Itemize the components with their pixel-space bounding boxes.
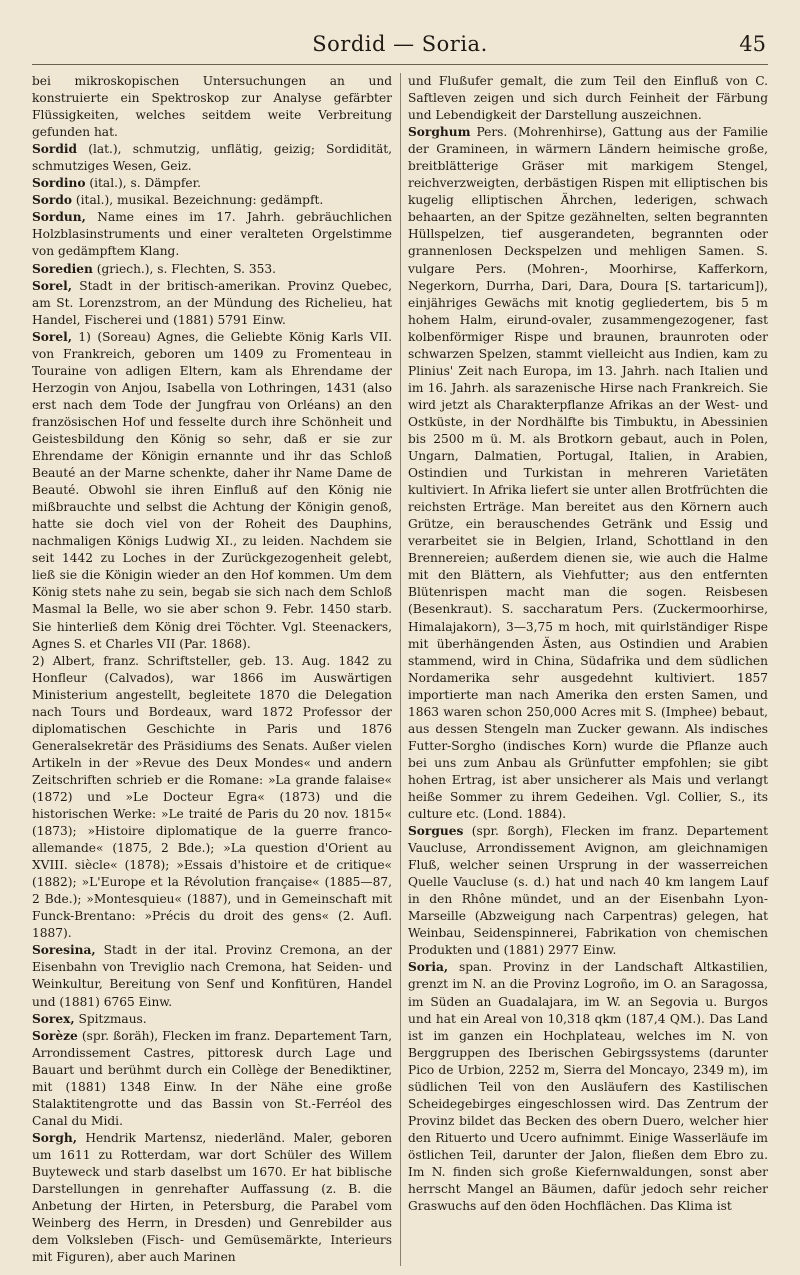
entry-text: (spr. ßorgh), Flecken im franz. Departement Vaucluse, Arrondissement Avignon, am gleichnamigen Fluß, welcher seinen Ursprung in der wasserreichen Quelle Vaucluse (s. d.) hat und nach 40 km langem Lauf in den Rhône mündet, und an der Eisenbahn Lyon-Marseille (Abzweigung nach Carpentras) gelegen, hat Weinbau, Seidenspinnerei, Fabrikation von chemischen Produkten und (1881) 2977 Einw. (408, 824, 768, 958)
entry-headword: Sorel, (32, 278, 72, 293)
entry-headword: Sordino (32, 176, 86, 191)
entry-headword: Sorgh, (32, 1130, 77, 1145)
entry-text: span. Provinz in der Landschaft Altkastilien, grenzt im N. an die Provinz Logroño, im O. an Saragossa, im Süden an Guadalajara, im W. an Segovia u. Burgos und hat ein Areal von 10,318 qkm (187,4 QM.). Das Land ist im ganzen ein Hochplateau, welches im N. von Berggruppen des Iberischen Gebirgssystems (darunter Pico de Urbion, 2252 m, Sierra del Moncayo, 2349 m), im südlichen Teil von den Ausläufern des Kastilischen Scheidegebirges eingeschlossen wird. Das Zentrum der Provinz bildet das Becken des obern Duero, welcher hier den Rituerto und Ucero aufnimmt. Einige Wasserläufe im östlichen Teil, darunter der Jalon, fließen dem Ebro zu. Im N. finden sich große Kiefernwaldungen, sonst aber herrscht Mangel an Bäumen, dafür jedoch sehr reicher Graswuchs auf den öden Hochflächen. Das Klima ist (408, 960, 768, 1214)
dictionary-entry (32, 192, 392, 209)
running-title: Sordid — Soria. (312, 32, 488, 56)
dictionary-entry (32, 653, 392, 943)
dictionary-entry (32, 278, 392, 329)
dictionary-entry (32, 942, 392, 1010)
page-number: 45 (739, 32, 766, 56)
dictionary-entry (32, 175, 392, 192)
entry-headword: Soria, (408, 960, 449, 975)
entry-headword: Sorex, (32, 1011, 75, 1026)
entry-headword: Sorgues (408, 824, 464, 839)
entry-headword: Sordid (32, 142, 78, 157)
dictionary-entry (32, 141, 392, 175)
column-divider (400, 73, 401, 1266)
entry-headword: Sorèze (32, 1028, 78, 1043)
dictionary-entry (32, 1130, 392, 1266)
right-column (408, 73, 768, 1266)
entry-headword: Sorghum (408, 125, 471, 140)
entry-text: Stadt in der britisch-amerikan. Provinz Quebec, am St. Lorenzstrom, an der Mündung des Richelieu, hat Handel, Fischerei und (1881) 5791 Einw. (32, 278, 393, 327)
dictionary-entry (408, 124, 768, 823)
entry-headword: Sordun, (32, 210, 86, 225)
entry-text: 2) Albert, franz. Schriftsteller, geb. 13. Aug. 1842 zu Honfleur (Calvados), war 1866 im Auswärtigen Ministerium angestellt, begleitete 1870 die Delegation nach Tours und Bordeaux, ward 1872 Professor der diplomatischen Geschichte in Paris und 1876 Generalsekretär des Präsidiums des Senats. Außer vielen Artikeln in der »Revue des Deux Mondes« und andern Zeitschriften schrieb er die Romane: »La grande falaise« (1872) und »Le Docteur Egra« (1873) und die historischen Werke: »Le traité de Paris du 20 nov. 1815« (1873); »Histoire diplomatique de la guerre franco-allemande« (1875, 2 Bde.); »La question d'Orient au XVIII. siècle« (1878); »Essais d'histoire et de critique« (1882); »L'Europe et la Révolution française« (1885—87, 2 Bde.); »Montesquieu« (1887), und in Gemeinschaft mit Funck-Brentano: »Précis du droit des gens« (2. Aufl. 1887). (32, 653, 392, 941)
page-header (32, 30, 768, 65)
left-column (32, 73, 392, 1266)
dictionary-entry (408, 823, 768, 959)
dictionary-entry (32, 73, 392, 141)
entry-text: und Flußufer gemalt, die zum Teil den Einfluß von C. Saftleven zeigen und sich durch Feinheit der Färbung und Lebendigkeit der Darstellung auszeichnen. (408, 74, 768, 123)
dictionary-entry (32, 209, 392, 260)
entry-text: Spitzmaus. (78, 1011, 147, 1026)
entry-text: 1) (Soreau) Agnes, die Geliebte König Karls VII. von Frankreich, geboren um 1409 zu Fromenteau in Touraine von adligen Eltern, kam als Ehrendame der Herzogin von Anjou, Isabella von Lothringen, 1431 (also erst nach dem Tode der Jungfrau von Orléans) an den französischen Hof und fesselte durch ihre Schönheit und Geistesbildung den König so sehr, daß er sie zur Ehrendame der Königin ernannte und ihr das Schloß Beauté an der Marne schenkte, daher ihr Name Dame de Beauté. Obwohl sie ihren Einfluß auf den König nie mißbrauchte und selbst die Achtung der Königin genoß, hatte sie doch viel von der Roheit des Dauphins, nachmaligen Königs Ludwig XI., zu leiden. Nachdem sie seit 1442 zu Loches in der Zurückgezogenheit gelebt, ließ sie die Königin wieder an den Hof kommen. Um dem König stets nahe zu sein, begab sie sich nach dem Schloß Masmal la Belle, wo sie aber schon 9. Febr. 1450 starb. Sie hinterließ dem König drei Töchter. Vgl. Steenackers, Agnes S. et Charles VII (Par. 1868). (32, 329, 393, 651)
dictionary-entry (32, 1011, 392, 1028)
entry-text: (griech.), s. Flechten, S. 353. (96, 261, 277, 276)
entry-text: bei mikroskopischen Untersuchungen an und konstruierte ein Spektroskop zur Analyse gefärbter Flüssigkeiten, welches seitdem weite Verbreitung gefunden hat. (32, 74, 392, 140)
dictionary-entry (32, 261, 392, 278)
entry-text: Name eines im 17. Jahrh. gebräuchlichen Holzblasinstruments und einer veralteten Orgelstimme von gedämpftem Klang. (32, 210, 392, 259)
entry-headword: Sordo (32, 193, 73, 208)
entry-text: (ital.), s. Dämpfer. (89, 176, 201, 191)
entry-headword: Soresina, (32, 943, 96, 958)
dictionary-entry (32, 1028, 392, 1130)
dictionary-entry (32, 329, 392, 653)
entry-headword: Sorel, (32, 329, 72, 344)
entry-text: Hendrik Martensz, niederländ. Maler, geboren um 1611 zu Rotterdam, war dort Schüler des Willem Buyteweck und starb daselbst um 1670. Er hat biblische Darstellungen in genrehafter Auffassung (z. B. die Anbetung der Hirten, in Petersburg, die Parabel vom Weinberg des Herrn, in Dresden) und Genrebilder aus dem Volksleben (Fisch- und Gemüsemärkte, Interieurs mit Figuren), aber auch Marinen (32, 1130, 392, 1265)
dictionary-entry (408, 959, 768, 1215)
entry-text: (spr. ßoräh), Flecken im franz. Departement Tarn, Arrondissement Castres, pittoresk durch Lage und Bauart und berühmt durch ein Collège der Benediktiner, mit (1881) 1348 Einw. In der Nähe eine große Stalaktitengrotte und das Bassin von St.-Ferréol des Canal du Midi. (32, 1028, 393, 1128)
text-columns (32, 73, 768, 1266)
entry-text: (lat.), schmutzig, unflätig, geizig; Sordidität, schmutziges Wesen, Geiz. (32, 142, 393, 174)
entry-text: Stadt in der ital. Provinz Cremona, an der Eisenbahn von Treviglio nach Cremona, hat Seiden- und Weinkultur, Bereitung von Senf und Konfitüren, Handel und (1881) 6765 Einw. (32, 943, 393, 1009)
entry-headword: Soredien (32, 261, 93, 276)
dictionary-entry (408, 73, 768, 124)
entry-text: (ital.), musikal. Bezeichnung: gedämpft. (75, 193, 324, 208)
entry-text: Pers. (Mohrenhirse), Gattung aus der Familie der Gramineen, in wärmern Ländern heimische große, breitblätterige Gräser mit markigem Stengel, reichverzweigten, derbästigen Rispen mit elliptischen bis kugelig elliptischen Ährchen, lederigen, schwach behaarten, an der Spitze gezähnelten, selten begrannten Hüllspelzen, tief ausgerandeten, begrannten oder grannenlosen Deckspelzen und mehligen Samen. S. vulgare Pers. (Mohren-, Moorhirse, Kafferkorn, Negerkorn, Durrha, Dari, Dara, Doura [S. tartaricum]), einjähriges Gewächs mit knotig gegliedertem, bis 5 m hohem Halm, eirund-ovaler, zusammengezogener, fast kolbenförmiger Rispe und braunen, braunroten oder schwarzen Spelzen, stammt vielleicht aus Indien, kam zu Plinius' Zeit nach Europa, im 13. Jahrh. nach Italien und im 16. Jahrh. als sarazenische Hirse nach Frankreich. Sie wird jetzt als Charakterpflanze Afrikas an der West- und Ostküste, in der Nordhälfte bis Timbuktu, in Abessinien bis 2500 m ü. M. als Brotkorn gebaut, auch in Polen, Ungarn, Dalmatien, Portugal, Italien, in Arabien, Ostindien und Turkistan in mehreren Varietäten kultiviert. In Afrika liefert sie unter allen Brotfrüchten die reichsten Erträge. Man bereitet aus den Körnern auch Grütze, ein berauschendes Getränk und Essig und verarbeitet sie in Belgien, Irland, Schottland in den Brennereien; außerdem dienen sie, wie auch die Halme mit den Blättern, als Viehfutter; aus den entfernten Blütenrispen macht man die sogen. Reisbesen (Besenkraut). S. saccharatum Pers. (Zuckermoorhirse, Himalajakorn), 3—3,75 m hoch, mit quirlständiger Rispe mit überhängenden Ästen, aus Ostindien und Arabien stammend, wird in China, Südafrika und dem südlichen Nordamerika sehr ausgedehnt kultiviert. 1857 importierte man nach Amerika den ersten Samen, und 1863 waren schon 250,000 Acres mit S. (Imphee) bebaut, aus dessen Stengeln man Zucker gewann. Als indisches Futter-Sorgho (indisches Korn) wurde die Pflanze auch bei uns zum Anbau als Grünfutter empfohlen; sie gibt hohen Ertrag, ist aber unsicherer als Mais und verlangt heiße Sommer zu ihrem Gedeihen. Vgl. Collier, S., its culture etc. (Lond. 1884). (408, 125, 769, 822)
